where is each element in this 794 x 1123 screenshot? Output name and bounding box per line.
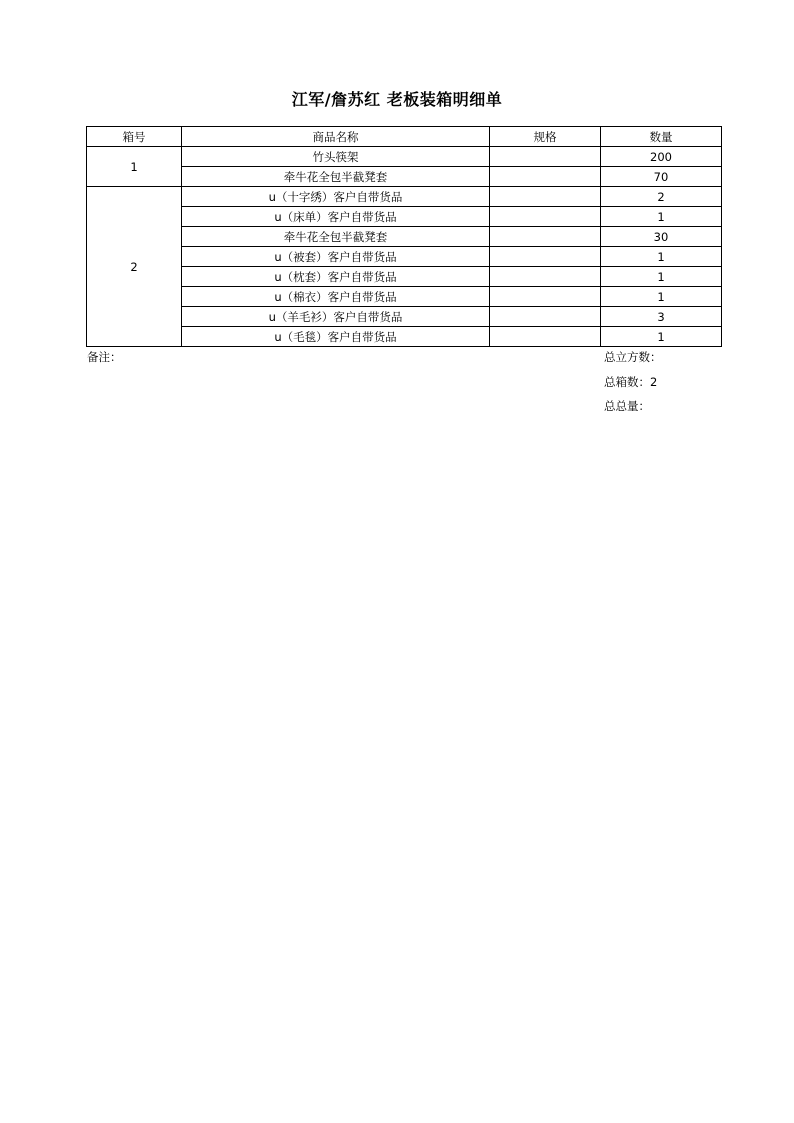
- box-number-cell: 2: [87, 187, 182, 347]
- quantity-cell: 1: [601, 287, 722, 307]
- header-product-name: 商品名称: [182, 127, 490, 147]
- product-name-cell: u（棉衣）客户自带货品: [182, 287, 490, 307]
- spec-cell: [490, 187, 601, 207]
- table-row: [87, 287, 722, 307]
- quantity-cell: 1: [601, 247, 722, 267]
- spec-cell: [490, 307, 601, 327]
- table-row: [87, 267, 722, 287]
- table-row: [87, 167, 722, 187]
- spec-cell: [490, 287, 601, 307]
- table-row: [87, 187, 722, 207]
- table-row: [87, 247, 722, 267]
- box-number-cell: 1: [87, 147, 182, 187]
- quantity-cell: 30: [601, 227, 722, 247]
- quantity-cell: 200: [601, 147, 722, 167]
- quantity-cell: 3: [601, 307, 722, 327]
- quantity-cell: 1: [601, 327, 722, 347]
- header-quantity: 数量: [601, 127, 722, 147]
- spec-cell: [490, 227, 601, 247]
- header-spec: 规格: [490, 127, 601, 147]
- quantity-cell: 2: [601, 187, 722, 207]
- quantity-cell: 70: [601, 167, 722, 187]
- total-boxes-value: 2: [650, 375, 658, 389]
- table-row: [87, 147, 722, 167]
- total-boxes-line: [604, 374, 657, 390]
- table-row: [87, 207, 722, 227]
- header-box-no: 箱号: [87, 127, 182, 147]
- product-name-cell: 牵牛花全包半截凳套: [182, 167, 490, 187]
- product-name-cell: u（羊毛衫）客户自带货品: [182, 307, 490, 327]
- total-weight-label: 总总量：: [604, 399, 650, 413]
- product-name-cell: u（枕套）客户自带货品: [182, 267, 490, 287]
- product-name-cell: 竹头筷架: [182, 147, 490, 167]
- product-name-cell: u（被套）客户自带货品: [182, 247, 490, 267]
- product-name-cell: 牵牛花全包半截凳套: [182, 227, 490, 247]
- spec-cell: [490, 147, 601, 167]
- document-title: 江军/詹苏红 老板装箱明细单: [291, 90, 503, 109]
- total-weight-line: [604, 398, 650, 414]
- remark-label: 备注：: [87, 350, 122, 364]
- table-header-row: [87, 127, 722, 147]
- total-volume-label: 总立方数：: [604, 350, 662, 364]
- product-name-cell: u（十字绣）客户自带货品: [182, 187, 490, 207]
- total-volume-line: [604, 349, 662, 365]
- packing-table: [86, 126, 722, 347]
- spec-cell: [490, 267, 601, 287]
- table-row: [87, 227, 722, 247]
- table-row: [87, 327, 722, 347]
- spec-cell: [490, 247, 601, 267]
- table-row: [87, 307, 722, 327]
- quantity-cell: 1: [601, 207, 722, 227]
- spec-cell: [490, 327, 601, 347]
- quantity-cell: 1: [601, 267, 722, 287]
- product-name-cell: u（毛毯）客户自带货品: [182, 327, 490, 347]
- product-name-cell: u（床单）客户自带货品: [182, 207, 490, 227]
- total-boxes-label: 总箱数：: [604, 375, 650, 389]
- spec-cell: [490, 167, 601, 187]
- spec-cell: [490, 207, 601, 227]
